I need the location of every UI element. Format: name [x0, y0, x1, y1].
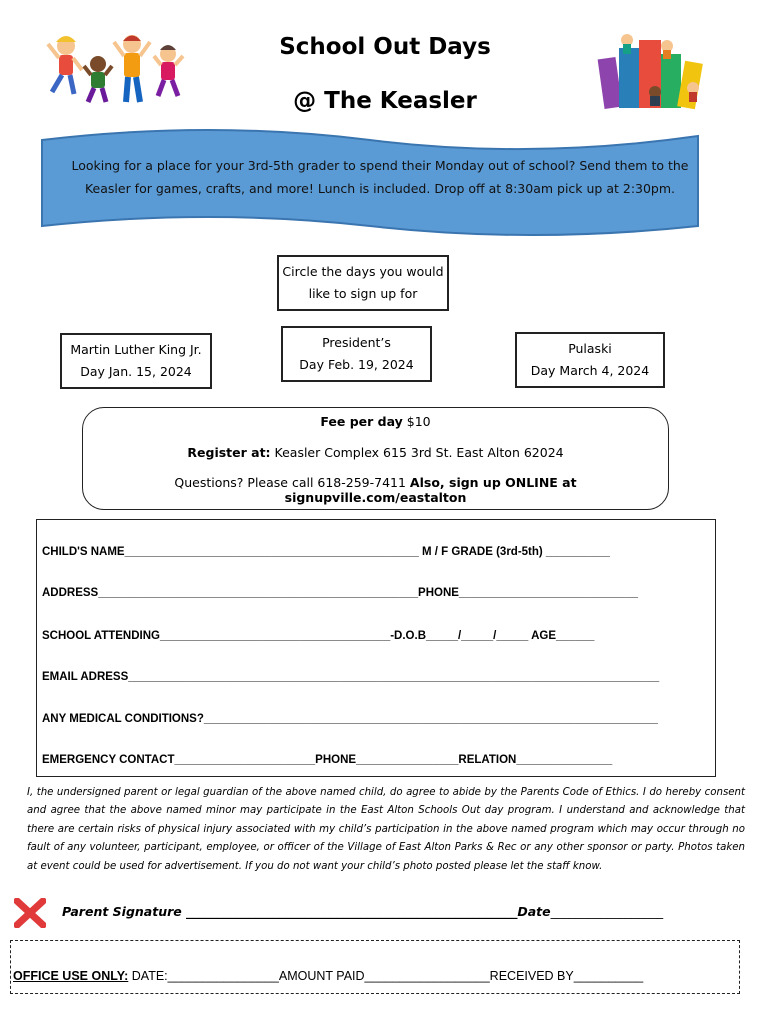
medical-field[interactable]: ANY MEDICAL CONDITIONS?_______________________________________________________________________: [42, 713, 658, 725]
email-field[interactable]: EMAIL ADRESS___________________________________________________________________________________: [42, 671, 660, 683]
signature-label: Parent Signature: [62, 904, 182, 919]
red-x-icon: [14, 898, 46, 928]
info-box: [82, 407, 669, 510]
page-subtitle: @ The Keasler: [293, 88, 477, 114]
day-label-line-1: President’s: [322, 335, 391, 350]
intro-text: Looking for a place for your 3rd-5th grader to spend their Monday out of school? Send them to the Keasler for games, crafts, and more! Lunch is included. Drop off at 8:30am pick up at 2:30pm.: [71, 158, 689, 196]
day-box-pulaski[interactable]: [515, 332, 665, 388]
day-label-line-2: Day Feb. 19, 2024: [299, 357, 414, 372]
office-use-box: [10, 940, 740, 994]
school-field[interactable]: SCHOOL ATTENDING____________________________________-D.O.B_____/_____/_____ AGE______: [42, 630, 595, 642]
registration-form: [36, 519, 716, 777]
day-box-mlk[interactable]: [60, 333, 212, 389]
register-value: Keasler Complex 615 3rd St. East Alton 62024: [270, 445, 564, 460]
address-field[interactable]: ADDRESS__________________________________________________PHONE____________________________: [42, 587, 638, 599]
instruction-line-2: like to sign up for: [308, 286, 418, 301]
emergency-contact-field[interactable]: EMERGENCY CONTACT______________________PHONE________________RELATION_______________: [42, 754, 613, 766]
signature-blank: _____________________________________________________: [181, 904, 518, 919]
child-name-field[interactable]: CHILD'S NAME______________________________________________ M / F GRADE (3rd-5th) __________: [42, 546, 610, 558]
instruction-line-1: Circle the days you would: [282, 264, 444, 279]
day-box-presidents[interactable]: [281, 326, 432, 382]
day-label-line-1: Pulaski: [568, 341, 612, 356]
signature-line[interactable]: [62, 904, 663, 919]
office-use-fields[interactable]: DATE:________________AMOUNT PAID__________________RECEIVED BY__________: [128, 969, 644, 983]
questions-text: Questions? Please call 618-259-7411: [174, 475, 410, 490]
instruction-box: [277, 255, 449, 311]
fee-label: Fee per day: [320, 414, 403, 429]
day-label-line-1: Martin Luther King Jr.: [70, 342, 202, 357]
day-label-line-2: Day March 4, 2024: [530, 363, 650, 378]
fee-value: $10: [402, 414, 431, 429]
date-blank: __________________: [550, 904, 664, 919]
office-use-label: OFFICE USE ONLY:: [13, 969, 129, 983]
online-signup-link[interactable]: Also, sign up ONLINE at signupville.com/eastalton: [284, 475, 577, 505]
page-title: School Out Days: [279, 34, 491, 60]
date-label: Date: [517, 904, 551, 919]
register-label: Register at:: [187, 445, 271, 460]
day-label-line-2: Day Jan. 15, 2024: [80, 364, 192, 379]
disclaimer-text: I, the undersigned parent or legal guardian of the above named child, do agree to abide by the Parents Code of Ethics. I do hereby consent and agree that the above named minor may participate in the East Alton Schools Out day program. I understand and acknowledge that there are certain risks of physical injury associated with my child’s participation in the above named program which may occur through no fault of any volunteer, participant, employee, or officer of the Village of East Alton Parks & Rec or any other sponsor or party. Photos taken at event could be used for advertisement. If you do not want your child’s photo posted please let the staff know.: [27, 787, 745, 872]
